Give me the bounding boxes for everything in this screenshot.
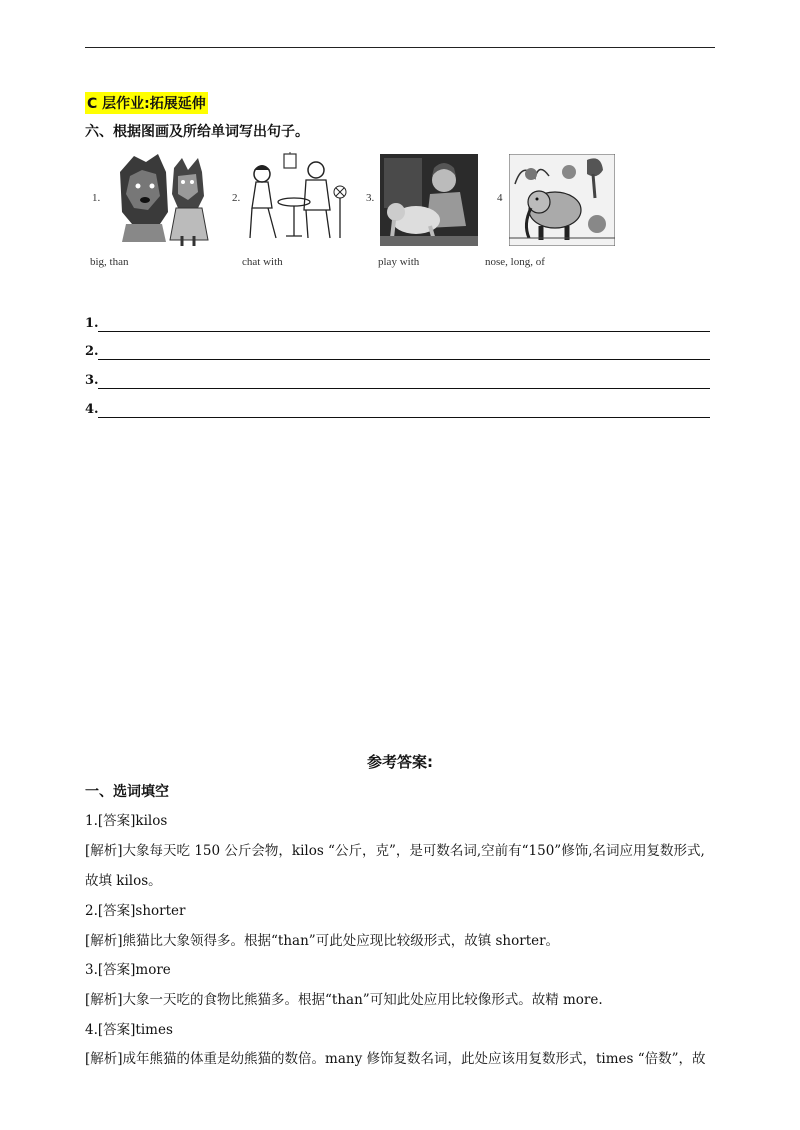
picture-hint: play with: [378, 256, 420, 268]
picture-number: 3.: [366, 192, 375, 204]
answer-text-line: [解析]大象每天吃 150 公斤会物，kilos “公斤，克”，是可数名词,空前有“150”修饰,名词应用复数形式,: [85, 843, 705, 859]
answer-text-line: [解析]成年熊猫的体重是幼熊猫的数倍。many 修饰复数名词，此处应该用复数形式，times “倍数”，故: [85, 1051, 706, 1067]
answer-text-line: 1.[答案]kilos: [85, 813, 168, 829]
picture-2: [232, 152, 362, 272]
answer-line-3[interactable]: [85, 373, 710, 389]
picture-number: 1.: [92, 192, 101, 204]
answers-section-title: 一、选词填空: [85, 784, 169, 800]
answer-text-line: 故填 kilos。: [85, 873, 162, 889]
picture-4: [485, 152, 627, 272]
answer-line-1[interactable]: [85, 316, 710, 332]
dogs-picture-icon: [112, 152, 218, 248]
picture-hint: nose, long, of: [485, 256, 545, 268]
answer-line-number: 3.: [85, 373, 99, 388]
picture-hint: chat with: [242, 256, 283, 268]
answer-line-2[interactable]: [85, 344, 710, 360]
answer-line-4[interactable]: [85, 402, 710, 418]
picture-1: [90, 152, 220, 272]
answer-line-number: 1.: [85, 316, 99, 331]
answer-line-number: 4.: [85, 402, 99, 417]
answer-text-line: 4.[答案]times: [85, 1022, 173, 1038]
picture-3: [366, 152, 486, 272]
answer-line-number: 2.: [85, 344, 99, 359]
people-chatting-picture-icon: [246, 152, 356, 248]
answer-text-line: 3.[答案]more: [85, 962, 171, 978]
answer-text-line: 2.[答案]shorter: [85, 903, 186, 919]
header-rule: [85, 47, 715, 48]
elephant-in-jungle-picture-icon: [509, 154, 615, 246]
task-title: 六、根据图画及所给单词写出句子。: [85, 124, 309, 140]
answer-text-line: [解析]大象一天吃的食物比熊猫多。根据“than”可知此处应用比较像形式。故精 more.: [85, 992, 603, 1008]
child-with-dog-picture-icon: [380, 154, 478, 246]
picture-number: 2.: [232, 192, 241, 204]
section-tag: C 层作业:拓展延伸: [85, 92, 208, 114]
picture-hint: big, than: [90, 256, 129, 268]
picture-number: 4: [497, 192, 503, 204]
answers-heading: 参考答案:: [367, 753, 433, 771]
answer-text-line: [解析]熊猫比大象领得多。根据“than”可此处应现比较级形式，故镇 shorter。: [85, 933, 560, 949]
